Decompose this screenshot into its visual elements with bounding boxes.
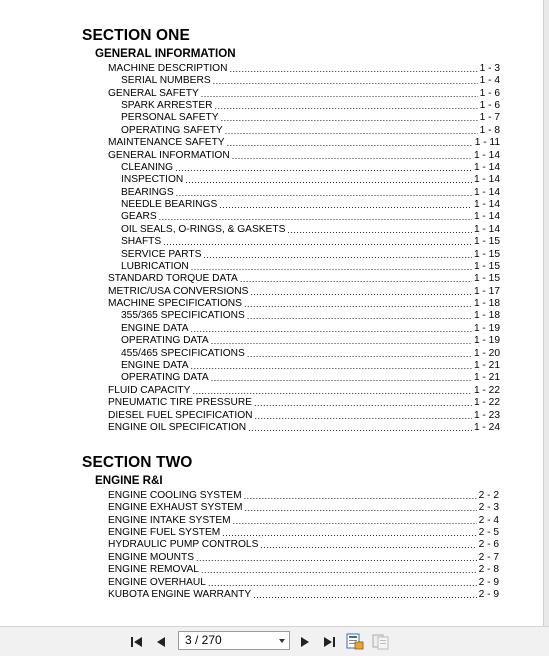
- toc-entry-page: 1 - 7: [479, 112, 500, 124]
- toc-entry[interactable]: [121, 236, 500, 248]
- toc-entry-label: ENGINE EXHAUST SYSTEM: [108, 502, 243, 514]
- toc-entry-label: GENERAL SAFETY: [108, 87, 199, 99]
- toc-entry[interactable]: [108, 137, 500, 149]
- toc-entry-label: ENGINE OVERHAUL: [108, 576, 206, 588]
- toc-entry-page: 1 - 14: [473, 149, 500, 161]
- toc-entry-page: 1 - 14: [473, 223, 500, 235]
- last-page-icon: [321, 635, 337, 649]
- toc-entry-page: 1 - 15: [473, 236, 500, 248]
- next-page-button[interactable]: [296, 633, 314, 650]
- toc-dot-leader: [253, 589, 476, 601]
- toc-entry-page: 1 - 22: [473, 384, 500, 396]
- toc-dot-leader: [191, 323, 472, 335]
- toc-dot-leader: [255, 410, 472, 422]
- prev-page-icon: [154, 635, 168, 649]
- toc-entry-label: ENGINE INTAKE SYSTEM: [108, 514, 231, 526]
- toc-entry-label: ENGINE FUEL SYSTEM: [108, 527, 221, 539]
- toc-entry-label: OIL SEALS, O-RINGS, & GASKETS: [121, 223, 286, 235]
- toc-entry-label: ENGINE OIL SPECIFICATION: [108, 421, 247, 433]
- toc-dot-leader: [192, 385, 471, 397]
- toc-entry-page: 2 - 5: [478, 527, 499, 539]
- toc-dot-leader: [244, 298, 472, 310]
- toc-entry-page: 1 - 14: [473, 199, 500, 211]
- toc-dot-leader: [225, 125, 478, 137]
- toc-entry-page: 1 - 11: [474, 137, 500, 149]
- toc-entry[interactable]: [108, 273, 500, 285]
- toc-entry[interactable]: [121, 310, 500, 322]
- toc-entry[interactable]: [108, 384, 500, 396]
- toc-entry-page: 1 - 20: [473, 347, 500, 359]
- toc-dot-leader: [247, 310, 472, 322]
- toc-dot-leader: [229, 63, 477, 75]
- toc-entry-page: 1 - 8: [479, 124, 500, 136]
- toc-entry-label: HYDRAULIC PUMP CONTROLS: [108, 539, 259, 551]
- toc-entry[interactable]: [108, 564, 499, 576]
- toc-dot-leader: [185, 174, 472, 186]
- toc-dot-leader: [248, 422, 472, 434]
- viewer-right-border: [543, 0, 549, 626]
- next-page-icon: [298, 635, 312, 649]
- toc-entry-page: 1 - 4: [479, 75, 500, 87]
- toc-entry-page: 1 - 6: [479, 100, 500, 112]
- toc-dot-leader: [201, 88, 478, 100]
- toc-entry[interactable]: [108, 502, 499, 514]
- toc-dot-leader: [221, 112, 478, 124]
- toc-entry[interactable]: [121, 100, 500, 112]
- thumbnails-icon: [372, 633, 390, 650]
- prev-page-button[interactable]: [152, 633, 170, 650]
- toc-entry-label: OPERATING SAFETY: [121, 124, 223, 136]
- toc-entry-label: GENERAL INFORMATION: [108, 149, 230, 161]
- toc-dot-leader: [287, 224, 472, 236]
- toc-entry-label: INSPECTION: [121, 174, 184, 186]
- toc-entry-label: NEEDLE BEARINGS: [121, 199, 218, 211]
- toc-dot-leader: [219, 199, 472, 211]
- toc-entry[interactable]: [121, 162, 500, 174]
- toc-entry[interactable]: [108, 298, 500, 310]
- toc-entry-page: 2 - 3: [478, 502, 499, 514]
- fit-page-icon: [346, 633, 364, 650]
- toc-dot-leader: [222, 527, 476, 539]
- toc-entry-label: KUBOTA ENGINE WARRANTY: [108, 588, 252, 600]
- section-one-subtitle: GENERAL INFORMATION: [95, 47, 236, 60]
- toc-entry[interactable]: [108, 63, 500, 75]
- toc-entry-page: 1 - 14: [473, 161, 500, 173]
- toc-entry[interactable]: [121, 360, 500, 372]
- toc-dot-leader: [211, 372, 472, 384]
- toc-entry[interactable]: [121, 211, 500, 223]
- toc-entry[interactable]: [108, 87, 500, 99]
- toc-dot-leader: [240, 273, 472, 285]
- toc-dot-leader: [159, 211, 472, 223]
- toc-entry-page: 1 - 24: [473, 421, 500, 433]
- last-page-button[interactable]: [320, 633, 338, 650]
- toc-dot-leader: [247, 348, 472, 360]
- toc-dot-leader: [203, 249, 472, 261]
- toc-entry[interactable]: [121, 186, 500, 198]
- toc-entry-label: MAINTENANCE SAFETY: [108, 137, 225, 149]
- toc-entry-page: 1 - 3: [479, 62, 500, 74]
- toc-entry[interactable]: [121, 75, 500, 87]
- toc-entry-label: ENGINE REMOVAL: [108, 564, 199, 576]
- toc-entry-label: ENGINE COOLING SYSTEM: [108, 489, 242, 501]
- toc-entry[interactable]: [121, 261, 500, 273]
- section-one-title: SECTION ONE: [82, 27, 190, 44]
- toc-entry[interactable]: [121, 347, 500, 359]
- toc-entry[interactable]: [121, 372, 500, 384]
- toc-entry-label: LUBRICATION: [121, 260, 189, 272]
- toc-entry[interactable]: [121, 112, 500, 124]
- toc-entry[interactable]: [121, 199, 500, 211]
- toc-entry-label: PERSONAL SAFETY: [121, 112, 219, 124]
- toc-entry[interactable]: [108, 422, 500, 434]
- page-indicator: 3 / 270: [185, 633, 222, 647]
- toc-dot-leader: [211, 335, 472, 347]
- toc-dot-leader: [191, 261, 472, 273]
- toc-entry-page: 1 - 14: [473, 211, 500, 223]
- toc-entry[interactable]: [121, 124, 500, 136]
- toc-dot-leader: [208, 577, 477, 589]
- toc-entry-page: 1 - 15: [473, 260, 500, 272]
- page-selector[interactable]: [178, 631, 290, 650]
- toc-dot-leader: [163, 236, 472, 248]
- toc-entry-page: 1 - 14: [473, 186, 500, 198]
- toc-entry-label: 455/465 SPECIFICATIONS: [121, 347, 245, 359]
- toc-entry-label: ENGINE DATA: [121, 360, 189, 371]
- toc-dot-leader: [233, 515, 477, 527]
- toc-entry-label: 355/365 SPECIFICATIONS: [121, 310, 245, 322]
- toc-entry-page: 2 - 4: [478, 514, 499, 526]
- toc-entry-page: 1 - 15: [473, 248, 500, 260]
- toc-dot-leader: [176, 187, 472, 199]
- toc-entry[interactable]: [121, 248, 500, 260]
- toc-entry-label: METRIC/USA CONVERSIONS: [108, 285, 249, 297]
- first-page-button[interactable]: [128, 633, 146, 650]
- toc-dot-leader: [175, 162, 472, 174]
- toc-entry-page: 1 - 18: [473, 310, 500, 322]
- toc-dot-leader: [254, 397, 472, 409]
- toc-entry-label: PNEUMATIC TIRE PRESSURE: [108, 397, 252, 409]
- toc-entry-label: MACHINE SPECIFICATIONS: [108, 298, 242, 310]
- toc-entry-page: 2 - 2: [478, 489, 499, 501]
- toc-entry-label: SERIAL NUMBERS: [121, 75, 211, 87]
- toc-entry-label: STANDARD TORQUE DATA: [108, 273, 238, 285]
- toc-entry-page: 1 - 22: [473, 397, 500, 409]
- toc-entry-page: 1 - 15: [473, 273, 500, 285]
- toc-entry-page: 2 - 7: [478, 551, 499, 563]
- toc-entry[interactable]: [108, 576, 499, 588]
- pdf-toolbar: [0, 626, 549, 656]
- toc-entry[interactable]: [108, 285, 500, 297]
- toc-entry-page: 1 - 14: [473, 174, 500, 186]
- toc-dot-leader: [213, 75, 478, 87]
- toc-entry-page: 2 - 9: [478, 576, 499, 588]
- toc-entry[interactable]: [108, 490, 499, 502]
- toc-entry[interactable]: [121, 174, 500, 186]
- toc-dot-leader: [191, 360, 472, 372]
- fit-page-button[interactable]: [346, 633, 364, 650]
- toc-entry[interactable]: [108, 149, 500, 161]
- toc-entry[interactable]: [108, 397, 500, 409]
- toc-entry-page: 1 - 17: [473, 285, 500, 297]
- toc-dot-leader: [227, 137, 473, 149]
- toc-entry[interactable]: [121, 223, 500, 235]
- toc-entry-page: 2 - 6: [478, 539, 499, 551]
- toc-entry[interactable]: [108, 514, 499, 526]
- toc-entry-page: 1 - 21: [473, 360, 500, 371]
- toc-dot-leader: [260, 539, 476, 551]
- thumbnails-button[interactable]: [372, 633, 390, 650]
- toc-dot-leader: [215, 100, 478, 112]
- toc-entry[interactable]: [121, 322, 500, 334]
- toc-entry[interactable]: [108, 551, 499, 563]
- toc-entry-label: SERVICE PARTS: [121, 248, 202, 260]
- toc-entry-page: 1 - 19: [473, 335, 500, 347]
- toc-entry-label: DIESEL FUEL SPECIFICATION: [108, 409, 253, 421]
- toc-entry-label: OPERATING DATA: [121, 335, 209, 347]
- toc-entry-label: MACHINE DESCRIPTION: [108, 62, 228, 74]
- toc-entry-page: 1 - 19: [473, 322, 500, 334]
- toc-entry-page: 1 - 18: [473, 298, 500, 310]
- toc-entry-label: ENGINE MOUNTS: [108, 551, 195, 563]
- section-two-title: SECTION TWO: [82, 454, 193, 471]
- toc-entry-page: 1 - 23: [473, 409, 500, 421]
- toc-entry[interactable]: [121, 335, 500, 347]
- toc-entry-label: ENGINE DATA: [121, 322, 189, 334]
- toc-entry-label: SPARK ARRESTER: [121, 100, 213, 112]
- toc-entry-page: 2 - 8: [478, 564, 499, 576]
- toc-entry[interactable]: [108, 409, 500, 421]
- toc-entry-page: 2 - 9: [478, 588, 499, 600]
- toc-dot-leader: [250, 286, 472, 298]
- toc-entry-label: FLUID CAPACITY: [108, 384, 191, 396]
- first-page-icon: [129, 635, 145, 649]
- toc-entry[interactable]: [108, 589, 499, 601]
- toc-dot-leader: [245, 502, 477, 514]
- toc-entry-page: 1 - 6: [479, 87, 500, 99]
- section-two-subtitle: ENGINE R&I: [95, 474, 163, 487]
- toc-entry-label: SHAFTS: [121, 236, 162, 248]
- toc-entry-page: 1 - 21: [473, 372, 500, 384]
- toc-dot-leader: [244, 490, 477, 502]
- toc-entry-label: GEARS: [121, 211, 157, 223]
- toc-dot-leader: [232, 150, 472, 162]
- toc-entry-label: OPERATING DATA: [121, 372, 209, 384]
- toc-entry[interactable]: [108, 527, 499, 539]
- toc-entry-label: CLEANING: [121, 161, 174, 173]
- toc-entry-label: BEARINGS: [121, 186, 174, 198]
- chevron-down-icon: [279, 639, 285, 643]
- toc-dot-leader: [201, 564, 477, 576]
- toc-entry[interactable]: [108, 539, 499, 551]
- toc-dot-leader: [196, 552, 477, 564]
